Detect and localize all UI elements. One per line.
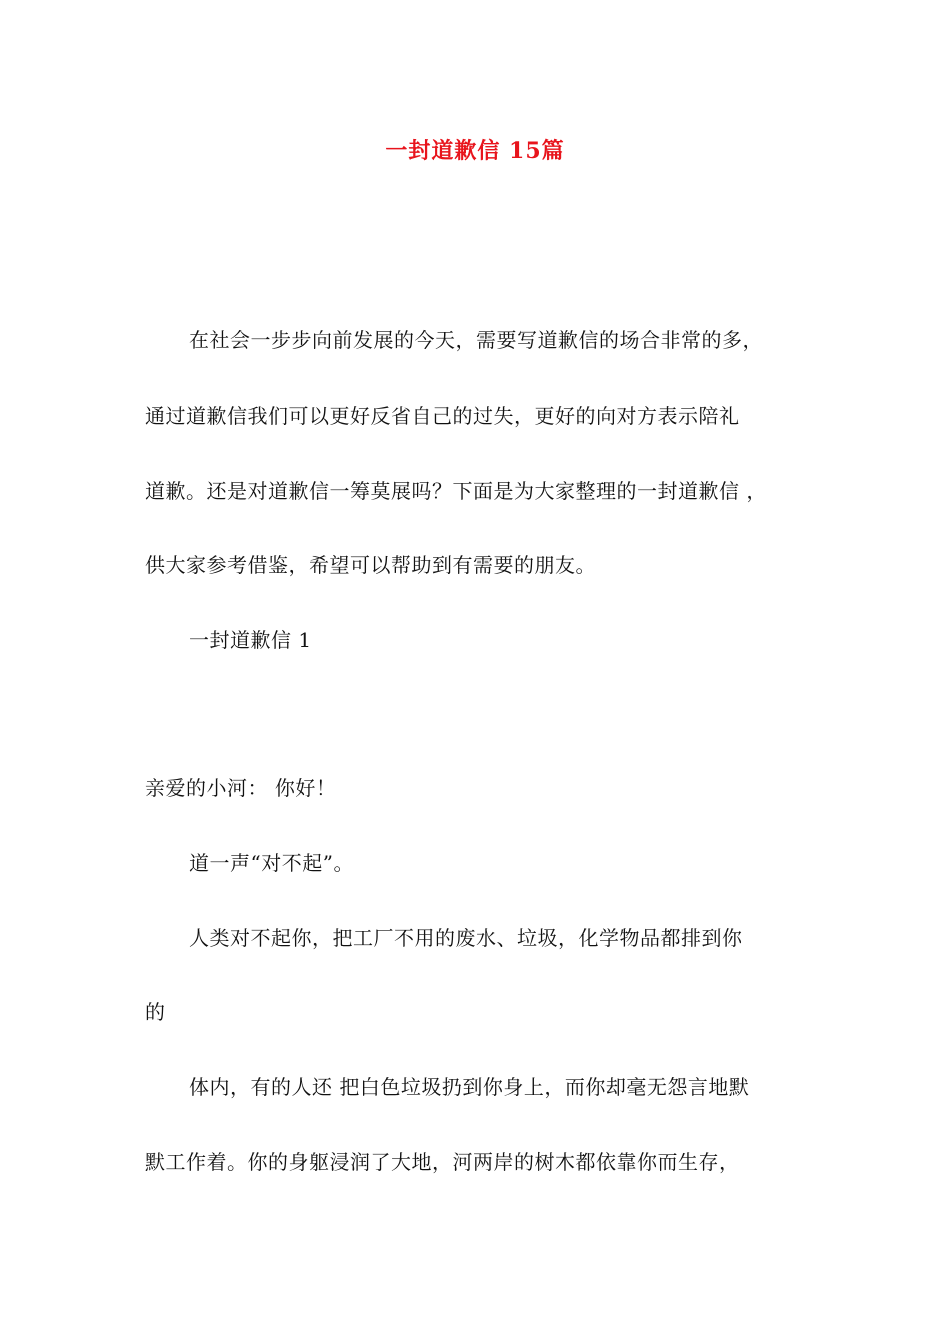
paragraph-line: 体内，有的人还 把白色垃圾扔到你身上，而你却毫无怨言地默 [189,1075,750,1099]
paragraph-line: 人类对不起你，把工厂不用的废水、垃圾，化学物品都排到你 [189,926,743,950]
paragraph-line: 在社会一步步向前发展的今天，需要写道歉信的场合非常的多， [189,328,763,352]
salutation-line: 亲爱的小河： 你好！ [145,776,337,800]
paragraph-line: 通过道歉信我们可以更好反省自己的过失，更好的向对方表示陪礼 [145,404,740,428]
document-title: 一封道歉信 15篇 [385,138,565,164]
paragraph-line: 默工作着。你的身躯浸润了大地，河两岸的树木都依靠你而生存， [145,1150,740,1174]
paragraph-line: 供大家参考借鉴，希望可以帮助到有需要的朋友。 [145,553,596,577]
section-heading: 一封道歉信 1 [189,628,312,652]
paragraph-line: 道歉。还是对道歉信一筹莫展吗？下面是为大家整理的一封道歉信 ， [145,479,767,503]
paragraph-line: 的 [145,1000,166,1024]
paragraph-line: 道一声“对不起”。 [189,851,354,875]
